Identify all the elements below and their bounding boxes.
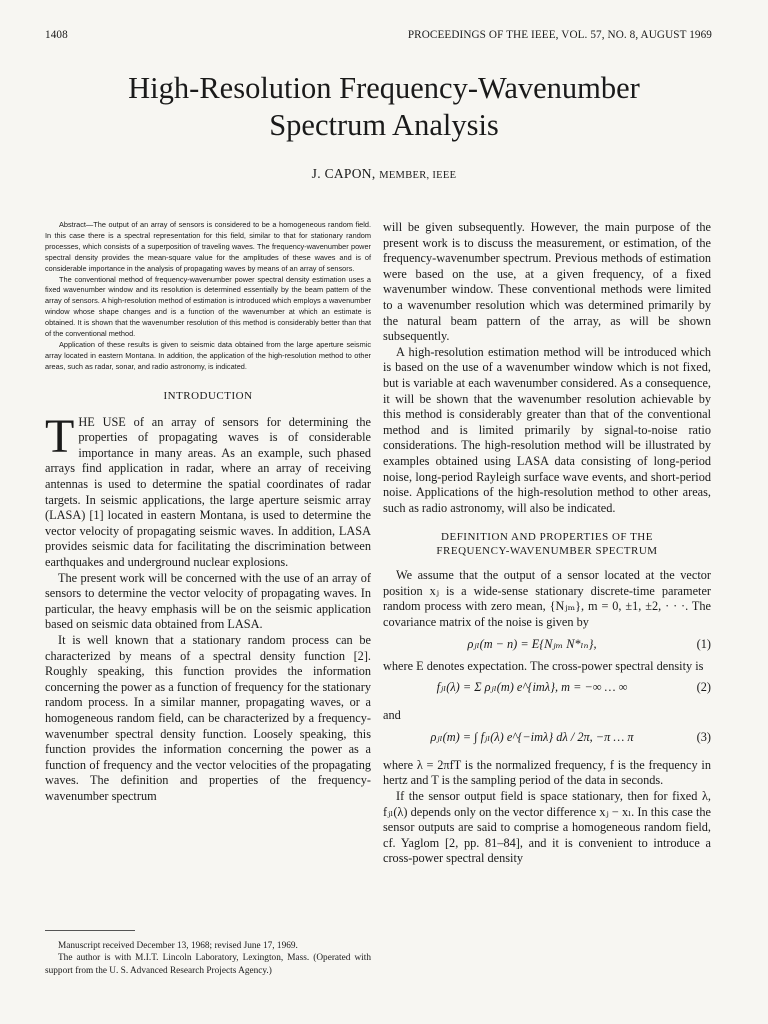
paper-title (40, 70, 728, 144)
abstract-paragraph-2: The conventional method of frequency-wavenumber power spectral density estimation uses a fixed wavenumber window and its resolution is determined essentially by the beam pattern of the array of sensors. A high-resolution method of estimation is introduced which employs a wavenumber window whose shape changes and is a function of the wavenumber at which an estimate is obtained. It is shown that the wavenumber resolution of this method is considerably better than that of the conventional method. (45, 274, 371, 339)
author-name: J. CAPON, (311, 166, 376, 181)
definition-body-continued (383, 758, 711, 867)
right-column-body (383, 220, 711, 516)
journal-running-head: PROCEEDINGS OF THE IEEE, VOL. 57, NO. 8, AUGUST 1969 (407, 29, 712, 41)
abstract-paragraph-1: Abstract—The output of an array of sensors is considered to be a homogeneous random field. In this case there is a spectral representation for this field, similar to that for stationary random processes, which consists of a superposition of traveling waves. The frequency-wavenumber power spectral density provides the mean-square value for the amplitudes of these waves and is of considerable importance in the analysis of propagating waves by means of an array of sensors. (45, 220, 371, 273)
equation-3 (383, 724, 711, 758)
equation-2-expression: fⱼₗ(λ) = Σ ρⱼₗ(m) e^{imλ}, m = −∞ … ∞ (436, 680, 628, 695)
left-column (45, 220, 371, 805)
equation-2-number: (2) (696, 680, 711, 695)
equation-3-number: (3) (696, 729, 711, 744)
abstract-paragraph-3: Application of these results is given to seismic data obtained from the large aperture seismic array located in eastern Montana. In addition, the application of the high-resolution method to other areas, such as radar, sonar, and radio astronomy, is indicated. (45, 339, 371, 371)
title-line-1: High-Resolution Frequency-Wavenumber (128, 71, 640, 105)
definition-paragraph-3: where λ = 2πfT is the normalized frequency, f is the frequency in hertz and T is the sampling period of the data in seconds. (383, 757, 711, 788)
introduction-paragraph-2: The present work will be concerned with the use of an array of sensors to determine the vector velocity of propagating waves. In particular, the heavy emphasis will be on the seismic application based on seismic data obtained from LASA. (45, 570, 371, 632)
equation-3-expression: ρⱼₗ(m) = ∫ fⱼₗ(λ) e^{−imλ} dλ / 2π, −π … π (430, 729, 634, 744)
introduction-body (45, 409, 371, 805)
continued-paragraph: will be given subsequently. However, the main purpose of the present work is to discuss the measurement, or estimation, of the frequency-wavenumber spectrum. Previous methods of estimation were based on the use, at a given frequency, of a fixed wavenumber window. These conventional methods were limited to a wavenumber resolution which was determined primarily by the natural beam pattern of the array, as will be shown subsequently. (383, 220, 711, 344)
footnote-affiliation: The author is with M.I.T. Lincoln Laboratory, Lexington, Mass. (Operated with support from the U. S. Advanced Research Projects Agency.) (45, 953, 371, 976)
equation-1-expression: ρⱼₗ(m − n) = E{Nⱼₘ N*ₗₙ}, (467, 636, 597, 651)
drop-cap: T (45, 409, 75, 463)
cross-power-intro (383, 659, 711, 675)
footnote-received: Manuscript received December 13, 1968; revised June 17, 1969. (58, 941, 298, 951)
author-line (0, 166, 768, 182)
and-text: and (383, 708, 401, 723)
definition-paragraph-1: We assume that the output of a sensor located at the vector position xⱼ is a wide-sense stationary discrete-time parameter random process with zero mean, {Nⱼₘ}, m = 0, ±1, ±2, · · ·. The covariance matrix of the noise is given by (383, 568, 711, 630)
footnote-rule (45, 930, 135, 931)
definition-body (383, 568, 711, 630)
abstract (45, 220, 371, 373)
definition-section-heading: DEFINITION AND PROPERTIES OF THE FREQUENCY-WAVENUMBER SPECTRUM (436, 531, 658, 558)
definition-paragraph-2: where E denotes expectation. The cross-power spectral density is (383, 658, 704, 673)
page-number: 1408 (45, 29, 68, 41)
high-resolution-paragraph: A high-resolution estimation method will be introduced which is based on the use of a wavenumber window which is not fixed, but is variable at each wavenumber considered. As a consequence, it will be shown that the wavenumber resolution achievable by this method is considerably greater than that of the conventional method and is limited primarily by signal-to-noise ratio considerations. The high-resolution method will be illustrated by examples obtained using LASA data consisting of long-period noise, long-period Rayleigh surface wave events, and short-period noise. Applications of the high-resolution method to other areas, such as radio astronomy, will also be indicated. (383, 344, 711, 515)
right-column (383, 220, 711, 867)
equation-1 (383, 631, 711, 659)
introduction-paragraph-3: It is well known that a stationary random process can be characterized by means of a spectral density function [2]. Roughly speaking, this function provides the information concerning the power as a function of frequency for the stationary random process. In a similar manner, propagating waves, or a homogeneous random field, can be characterized by a frequency-wavenumber spectral density function. Loosely speaking, this function provides the information concerning the power as a function of frequency and the vector velocities of the propagating waves. The definition and properties of the frequency-wavenumber spectrum (45, 633, 371, 803)
equation-2 (383, 674, 711, 708)
title-line-2: Spectrum Analysis (269, 108, 499, 142)
introduction-paragraph-1: THE USE of an array of sensors for determining the properties of propagating waves is of considerable importance in many areas. As an example, such phased arrays find application in radar, where an array of receiving antennas is used to determine the spatial coordinates of radar targets. In seismic applications, the large aperture seismic array (LASA) [1] located in eastern Montana, is used to determine the vector velocity of propagating seismic waves. In addition, LASA provides seismic data for facilitating the discrimination between earthquakes and underground nuclear explosions. (45, 409, 371, 570)
introduction-heading: INTRODUCTION (163, 389, 253, 402)
equation-1-number: (1) (696, 636, 711, 651)
author-affiliation: MEMBER, IEEE (379, 170, 457, 181)
and-connector (383, 708, 711, 724)
footnote (45, 940, 371, 977)
definition-paragraph-4: If the sensor output field is space stationary, then for fixed λ, fⱼₗ(λ) depends only on the vector difference xⱼ − xₗ. In this case the sensor outputs are said to comprise a homogeneous random field, cf. Yaglom [2, pp. 81–84], and it is convenient to introduce a cross-power spectral density (383, 789, 711, 866)
